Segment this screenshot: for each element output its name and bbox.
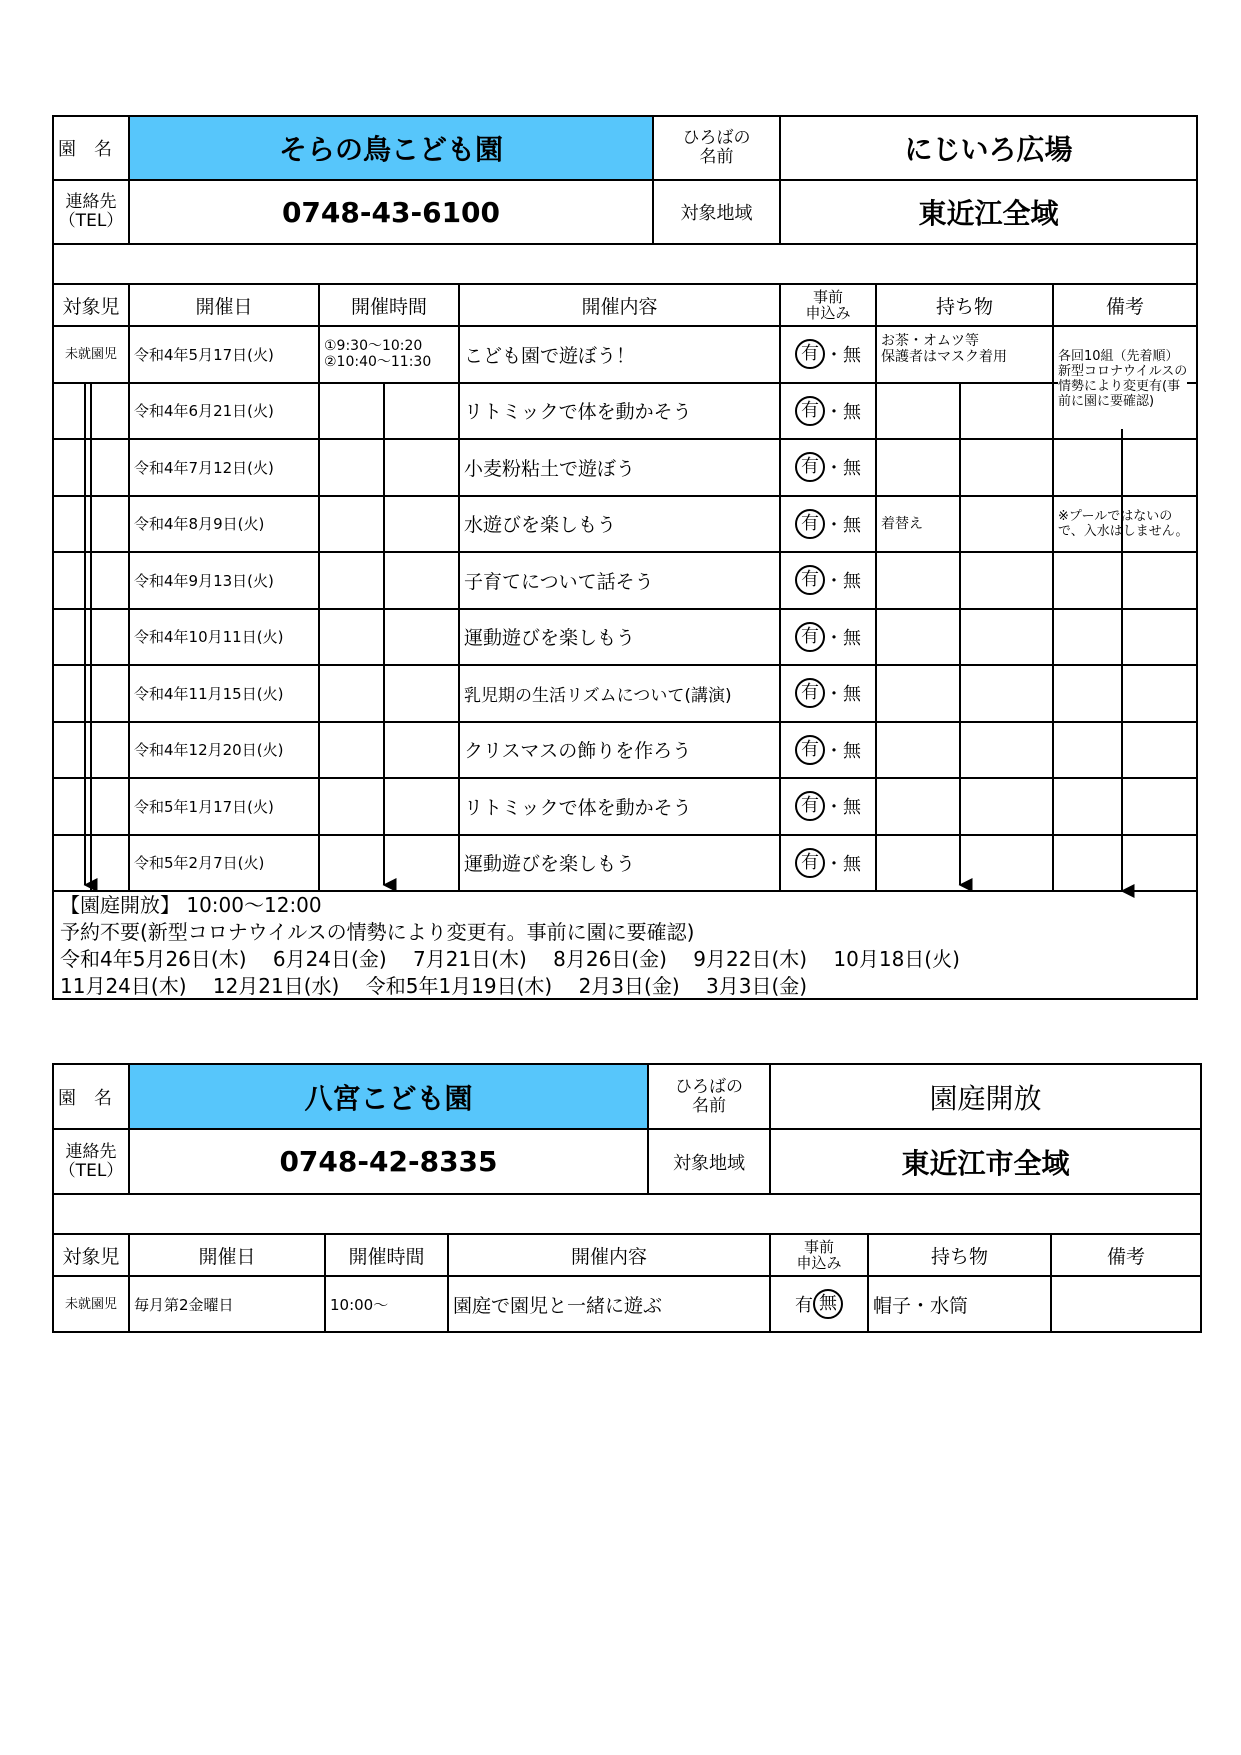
yes-option-selected: 有 bbox=[795, 509, 825, 539]
date-cell bbox=[130, 327, 320, 382]
date-text: 令和5年1月17日(火) bbox=[134, 797, 274, 816]
content-text: 子育てについて話そう bbox=[464, 570, 654, 593]
table-row bbox=[54, 440, 1196, 497]
content-cell bbox=[460, 836, 781, 891]
remarks-cell bbox=[1054, 553, 1196, 608]
items-cell bbox=[877, 836, 1054, 891]
open-garden-line: 【園庭開放】 10:00～12:00 bbox=[60, 893, 322, 917]
date-text: 令和4年9月13日(火) bbox=[134, 571, 274, 590]
separator: ・ bbox=[825, 853, 843, 875]
items-cell bbox=[877, 666, 1054, 721]
items-text: お茶・オムツ等 保護者はマスク着用 bbox=[881, 333, 1007, 365]
table-row bbox=[54, 666, 1196, 723]
target-subcell-divider bbox=[54, 610, 92, 665]
content-cell bbox=[460, 553, 781, 608]
col-date: 開催日 bbox=[130, 1235, 326, 1275]
date-text: 令和5年2月7日(火) bbox=[134, 854, 265, 873]
col-time: 開催時間 bbox=[326, 1235, 449, 1275]
no-option: 無 bbox=[843, 514, 861, 536]
items-cell bbox=[877, 610, 1054, 665]
column-header-row bbox=[54, 1235, 1200, 1277]
content-cell bbox=[460, 779, 781, 834]
spacer-row bbox=[54, 245, 1196, 285]
target-cell: 未就園児 bbox=[54, 1277, 130, 1331]
yes-option-selected: 有 bbox=[795, 452, 825, 482]
content-cell: 園庭で園児と一緒に遊ぶ bbox=[449, 1277, 771, 1331]
target-cell bbox=[54, 553, 130, 608]
date-text: 令和4年11月15日(火) bbox=[134, 684, 284, 703]
items-cell bbox=[877, 440, 1054, 495]
target-subcell-divider bbox=[54, 497, 92, 552]
no-option: 無 bbox=[843, 345, 861, 367]
date-cell bbox=[130, 723, 320, 778]
phone-number: 0748-42-8335 bbox=[130, 1130, 649, 1193]
yes-option-selected: 有 bbox=[795, 791, 825, 821]
table-row bbox=[54, 497, 1196, 554]
separator: ・ bbox=[825, 797, 843, 819]
remarks-cell bbox=[1054, 327, 1196, 409]
items-cell bbox=[877, 327, 1054, 382]
content-cell bbox=[460, 327, 781, 382]
open-garden-info bbox=[54, 888, 1196, 1004]
target-cell bbox=[54, 779, 130, 834]
separator: ・ bbox=[825, 684, 843, 706]
yes-option-selected: 有 bbox=[795, 565, 825, 595]
date-cell bbox=[130, 553, 320, 608]
time-cell bbox=[320, 553, 460, 608]
table-row bbox=[54, 836, 1196, 893]
table-row bbox=[54, 553, 1196, 610]
content-cell bbox=[460, 440, 781, 495]
name-label: 園 名 bbox=[54, 117, 130, 179]
target-subcell-divider bbox=[54, 723, 92, 778]
separator: ・ bbox=[825, 458, 843, 480]
no-option: 無 bbox=[843, 627, 861, 649]
col-remarks: 備考 bbox=[1105, 295, 1144, 318]
remarks-cell bbox=[1054, 610, 1196, 665]
date-cell bbox=[130, 779, 320, 834]
col-time: 開催時間 bbox=[320, 285, 460, 325]
target-text: 未就園児 bbox=[64, 346, 117, 362]
no-option: 無 bbox=[843, 853, 861, 875]
remarks-cell bbox=[1054, 836, 1196, 891]
yes-option-selected: 有 bbox=[795, 735, 825, 765]
area-value: 東近江市全域 bbox=[901, 1146, 1070, 1180]
preregister-cell bbox=[781, 553, 877, 608]
hiroba-name: 園庭開放 bbox=[929, 1081, 1042, 1115]
target-cell bbox=[54, 723, 130, 778]
target-subcell-divider bbox=[54, 440, 92, 495]
open-garden-line: 11月24日(木) 12月21日(水) 令和5年1月19日(木) 2月3日(金) 3月3日(金) bbox=[60, 974, 808, 998]
remarks-text: ※プールではないの で、入水はしません。 bbox=[1058, 508, 1189, 539]
remarks-cell bbox=[1054, 723, 1196, 778]
time-cell bbox=[320, 723, 460, 778]
col-items: 持ち物 bbox=[877, 285, 1054, 325]
schedule-table-hachimiya bbox=[52, 1063, 1202, 1333]
remarks-cell bbox=[1054, 440, 1196, 495]
open-garden-line: 予約不要(新型コロナウイルスの情勢により変更有。事前に園に要確認) bbox=[60, 920, 695, 944]
yes-option-selected: 有 bbox=[795, 339, 825, 369]
remarks-cell bbox=[1054, 779, 1196, 834]
remarks-text: 各回10組（先着順） 新型コロナウイルスの 情勢により変更有(事 前に園に要確認) bbox=[1058, 349, 1188, 409]
time-cell bbox=[320, 779, 460, 834]
remarks-cell bbox=[1054, 497, 1196, 552]
content-cell bbox=[460, 723, 781, 778]
area-label: 対象地域 bbox=[649, 1130, 771, 1193]
schedule-table-sorano-tori bbox=[52, 115, 1198, 1000]
no-option: 無 bbox=[843, 458, 861, 480]
preregister-cell bbox=[781, 723, 877, 778]
preregister-cell bbox=[781, 779, 877, 834]
open-garden-line: 令和4年5月26日(木) 6月24日(金) 7月21日(木) 8月26日(金) 9月22日(木) 10月18日(火) bbox=[60, 947, 960, 971]
date-cell bbox=[130, 384, 320, 439]
target-cell bbox=[54, 327, 130, 382]
table-row bbox=[54, 1277, 1200, 1331]
preregister-cell bbox=[781, 666, 877, 721]
hiroba-name: にじいろ広場 bbox=[904, 133, 1073, 166]
yes-option-selected: 有 bbox=[795, 396, 825, 426]
col-content: 開催内容 bbox=[460, 285, 781, 325]
table-row bbox=[54, 779, 1196, 836]
yes-option-selected: 有 bbox=[795, 848, 825, 878]
date-cell bbox=[130, 497, 320, 552]
no-option: 無 bbox=[843, 797, 861, 819]
table-row bbox=[54, 327, 1196, 409]
yes-option: 有 bbox=[795, 1295, 813, 1316]
content-text: 水遊びを楽しもう bbox=[464, 514, 617, 537]
separator: ・ bbox=[825, 401, 843, 423]
target-cell bbox=[54, 384, 130, 439]
date-text: 令和4年12月20日(火) bbox=[134, 741, 284, 760]
content-cell bbox=[460, 610, 781, 665]
date-text: 令和4年8月9日(火) bbox=[134, 515, 265, 534]
separator: ・ bbox=[825, 345, 843, 367]
area-label: 対象地域 bbox=[654, 181, 781, 243]
preregister-cell bbox=[781, 497, 877, 552]
hiroba-label: ひろばの 名前 bbox=[649, 1065, 771, 1128]
time-cell bbox=[320, 497, 460, 552]
no-option: 無 bbox=[843, 571, 861, 593]
target-subcell-divider bbox=[54, 553, 92, 608]
target-subcell-divider bbox=[54, 384, 92, 439]
content-text: 運動遊びを楽しもう bbox=[464, 627, 636, 650]
items-cell bbox=[877, 779, 1054, 834]
preregister-cell bbox=[781, 384, 877, 439]
target-subcell-divider bbox=[54, 779, 92, 834]
preregister-cell bbox=[781, 440, 877, 495]
col-preregister: 事前 申込み bbox=[771, 1235, 869, 1275]
table-row bbox=[54, 610, 1196, 667]
area-value: 東近江全域 bbox=[918, 197, 1059, 230]
col-content: 開催内容 bbox=[449, 1235, 771, 1275]
time-cell bbox=[320, 440, 460, 495]
date-cell bbox=[130, 440, 320, 495]
yes-option-selected: 有 bbox=[795, 622, 825, 652]
time-cell: 10:00～ bbox=[326, 1277, 449, 1331]
separator: ・ bbox=[825, 571, 843, 593]
items-cell: 帽子・水筒 bbox=[869, 1277, 1052, 1331]
date-text: 令和4年7月12日(火) bbox=[134, 458, 274, 477]
target-subcell-divider bbox=[54, 836, 92, 891]
content-text: 乳児期の生活リズムについて(講演) bbox=[464, 685, 732, 706]
remarks-cell bbox=[1052, 1277, 1200, 1331]
target-subcell-divider bbox=[54, 666, 92, 721]
target-cell bbox=[54, 497, 130, 552]
content-text: リトミックで体を動かそう bbox=[464, 796, 692, 819]
date-text: 令和4年10月11日(火) bbox=[134, 628, 284, 647]
col-date: 開催日 bbox=[130, 285, 320, 325]
no-option: 無 bbox=[843, 684, 861, 706]
preregister-cell bbox=[781, 836, 877, 891]
separator: ・ bbox=[825, 627, 843, 649]
contact-label: 連絡先 （TEL） bbox=[54, 181, 130, 243]
date-text: 令和4年5月17日(火) bbox=[134, 345, 274, 364]
content-text: 小麦粉粘土で遊ぼう bbox=[464, 457, 636, 480]
items-text: 着替え bbox=[881, 515, 923, 532]
items-cell bbox=[877, 723, 1054, 778]
preregister-cell bbox=[781, 610, 877, 665]
yes-option-selected: 有 bbox=[795, 678, 825, 708]
items-cell bbox=[877, 497, 1054, 552]
time-text: ①9:30～10:20 ②10:40～11:30 bbox=[324, 338, 432, 371]
date-cell bbox=[130, 666, 320, 721]
items-cell bbox=[877, 553, 1054, 608]
no-option-selected: 無 bbox=[813, 1289, 843, 1319]
col-items: 持ち物 bbox=[869, 1235, 1052, 1275]
content-cell bbox=[460, 384, 781, 439]
preregister-cell bbox=[771, 1277, 869, 1331]
column-header-row bbox=[54, 285, 1196, 327]
facility-name: そらの鳥こども園 bbox=[130, 117, 654, 179]
time-cell bbox=[320, 836, 460, 891]
content-text: こども園で遊ぼう！ bbox=[464, 344, 636, 367]
date-cell bbox=[130, 610, 320, 665]
target-cell bbox=[54, 610, 130, 665]
separator: ・ bbox=[825, 740, 843, 762]
spacer-row bbox=[54, 1195, 1200, 1235]
facility-name: 八宮こども園 bbox=[130, 1065, 649, 1128]
content-text: クリスマスの飾りを作ろう bbox=[464, 740, 692, 763]
content-text: 運動遊びを楽しもう bbox=[464, 853, 636, 876]
content-text: リトミックで体を動かそう bbox=[464, 401, 692, 424]
no-option: 無 bbox=[843, 740, 861, 762]
content-cell bbox=[460, 666, 781, 721]
remarks-cell bbox=[1054, 666, 1196, 721]
time-cell bbox=[320, 666, 460, 721]
contact-label: 連絡先 （TEL） bbox=[54, 1130, 130, 1193]
time-cell bbox=[320, 384, 460, 439]
no-option: 無 bbox=[843, 401, 861, 423]
name-label: 園 名 bbox=[54, 1065, 130, 1128]
target-cell bbox=[54, 440, 130, 495]
col-remarks: 備考 bbox=[1106, 1245, 1145, 1268]
col-target: 対象児 bbox=[54, 1235, 130, 1275]
separator: ・ bbox=[825, 514, 843, 536]
target-cell bbox=[54, 666, 130, 721]
time-cell bbox=[320, 327, 460, 382]
phone-number: 0748-43-6100 bbox=[130, 181, 654, 243]
preregister-cell bbox=[781, 327, 877, 382]
content-cell bbox=[460, 497, 781, 552]
table-row bbox=[54, 723, 1196, 780]
col-target: 対象児 bbox=[54, 285, 130, 325]
hiroba-label: ひろばの 名前 bbox=[654, 117, 781, 179]
table-row bbox=[54, 384, 1196, 441]
target-cell bbox=[54, 836, 130, 891]
date-cell bbox=[130, 836, 320, 891]
items-cell bbox=[877, 384, 1054, 439]
col-preregister: 事前 申込み bbox=[781, 285, 877, 325]
time-cell bbox=[320, 610, 460, 665]
date-cell: 毎月第2金曜日 bbox=[130, 1277, 326, 1331]
date-text: 令和4年6月21日(火) bbox=[134, 402, 274, 421]
